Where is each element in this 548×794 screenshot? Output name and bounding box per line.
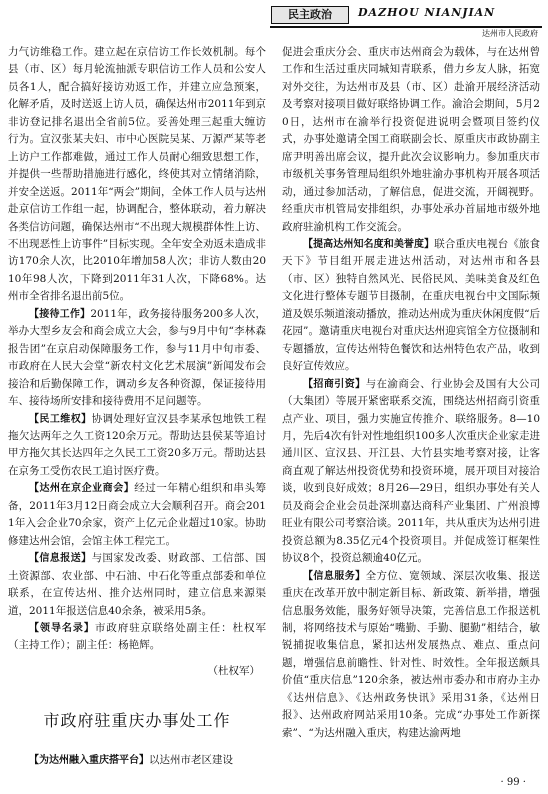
section-keyword: 【信息报送】 <box>29 553 92 565</box>
yearbook-title: DAZHOU NIANJIAN <box>358 6 496 19</box>
paragraph <box>282 236 540 376</box>
section-keyword: 【接待工作】 <box>29 308 91 320</box>
right-column <box>282 44 540 742</box>
section-keyword: 【为达州融入重庆搭平台】 <box>29 754 149 766</box>
article-title: 市政府驻重庆办事处工作 <box>43 711 231 731</box>
section-label: 民主政治 <box>271 6 349 24</box>
section-keyword: 【信息服务】 <box>303 570 366 582</box>
paragraph: 力气访维稳工作。建立起在京信访工作长效机制。每个县（市、区）每月轮流抽派专职信访工作人员和公安人员各1人，配合搞好接访劝返工作，并建立应急预案，化解矛盾，及时送返上访人员，确保达州市2011年到京非访登记排名退出全省前5位。妥善处理三起重大缠访行为。宣汉张某夫妇、市中心医院吴某、万源严某等老上访户工作都难做，通过工作人员耐心细致思想工作，并提供一些帮助措施进行感化，终使其对立情绪消除，并安全送返。2011年“两会”期间，全体工作人员与达州赴京信访工作组一起，协调配合，整体联动，着力解决各类信访问题，确保达州市“不出现大规模群体性上访、不出现恶性上访事件”目标实现。全年安全劝返未造成非访170余人次，比2010年增加58人次；非访人数由2010年98人次，下降到2011年31人次，下降68%。达州市全省排名退出前5位。 <box>8 46 266 303</box>
page-number: · 99 · <box>500 777 526 788</box>
section-keyword: 【领导名录】 <box>29 622 95 634</box>
paragraph <box>8 550 266 620</box>
section-keyword: 【民工维权】 <box>29 413 92 425</box>
section-keyword: 【提高达州知名度和美誉度】 <box>303 238 435 250</box>
paragraph: 促进会重庆分会、重庆市达州商会为载体，与在达州曾工作和生活过重庆同城知青联系，借力乡友人脉，拓宽对外交往，为达州市及县（市、区）赴渝开展经济活动及考察对接项目做好联络协调工作。渝洽会期间，5月20日，达州市在渝举行投资促进说明会暨项目签约仪式，办事处邀请全国工商联副会长、原重庆市政协副主席尹明善出席会议，提升此次会议影响力。参加重庆市市级机关事务管理局组织外地驻渝办事机构开展各项活动，通过参加活动，了解信息，促进交流，开阔视野。经重庆市机管局安排组织，办事处承办首届地市级外地政府驻渝机构工作交流会。 <box>282 46 540 233</box>
paragraph-text: 与在渝商会、行业协会及国有大公司（大集团）等展开紧密联系交流，围绕达州招商引资重点产业、项目，强力实施宣传推介、联络服务。8—10月，先后4次有针对性地组织100多人次重庆企业家走进通川区、宣汉县、开江县、大竹县实地考察对接，让客商直观了解达州投资优势和投资环境，展开项目对接洽谈，收到良好成效；8月26—29日，组织办事处有关人员及商会企业会员赴深圳嘉达商科产业集团、广州浪博旺业有限公司考察洽谈。2011年，共从重庆为达州引进投资总额为8.35亿元4个投资项目。并促成签订框架性协议8个，投资总额逾40亿元。 <box>282 377 541 565</box>
paragraph-text: 2011年，政务接待服务200多人次，举办大型乡友会和商会成立大会，参与9月中旬“李林森报告团”在京启动保障服务工作，参与11月中旬市委、市政府在人民大会堂“新农村文化艺术展演”新闻发布会接洽和后勤保障工作，调动乡友各种资源，保证接待用车、接待场所安排和接待费用不足问题等。 <box>8 307 267 408</box>
section-keyword: 【达州在京企业商会】 <box>29 483 135 495</box>
paragraph-text: 协调处理好宣汉县李某承包地铁工程拖欠达两年之久工资120余万元。帮助达县侯某等追讨甲方拖欠其长达四年之久民工工资20多万元。帮助达县在京务工受伤农民工追讨医疗费。 <box>8 412 267 477</box>
paragraph-text: 经过一年精心组织和串头筹备，2011年3月12日商会成立大会顺利召开。商会2011年入会企业70余家，资产上亿元企业超过10家。协助修建达州会馆，会馆主体工程完工。 <box>8 482 267 547</box>
publisher-name: 达州市人民政府 <box>482 29 538 38</box>
left-column <box>8 44 266 769</box>
paragraph <box>8 306 266 411</box>
paragraph-text: 与国家发改委、财政部、工信部、国土资源部、农业部、中石油、中石化等重点部委和单位联系，在宣传达州、推介达州同时，建立信息来源渠道，2011年报送信息40余条，被采用5条。 <box>8 552 267 617</box>
section-keyword: 【招商引资】 <box>303 378 366 390</box>
paragraph <box>282 376 540 568</box>
paragraph <box>282 568 540 743</box>
paragraph-text: 市政府驻京联络处副主任：杜权军（主持工作）；副主任：杨艳辉。 <box>8 621 267 652</box>
paragraph <box>8 620 266 655</box>
paragraph-text: 全方位、宽领域、深层次收集、报送重庆在改革开放中制定新目标、新政策、新举措，增强信息服务效能，服务好领导决策，完善信息工作报送机制，将网络技术与原始“嘴勤、手勤、腿勤”相结合，敏锐捕捉收集信息，紧扣达州发展热点、难点、重点问题，增强信息前瞻性、针对性、时效性。全年报送颇具价值“重庆信息”120余条，被达州市委办和市府办主办《达州信息》、《达州政务快讯》采用31条，《达州日报》、达州政府网站采用10条。完成“办事处工作新探索”、“为达州融入重庆，构建达渝两地 <box>282 569 541 739</box>
paragraph-text: 以达州市老区建设 <box>149 753 233 766</box>
paragraph <box>8 752 266 769</box>
paragraph-text: 联合重庆电视台《旅食天下》节目组开展走进达州活动，对达州市和各县（市、区）独特自然风光、民俗民风、美味美食及红色文化进行整体专题节目摄制，在重庆电视台中文国际频道及娱乐频道滚动播放，推动达州成为重庆休闲度假“后花园”。邀请重庆电视台对重庆达州迎宾馆全方位摄制和专题播放，宣传达州特色餐饮和达州特色农产品，收到良好宣传效应。 <box>282 237 541 373</box>
author-credit: （杜权军） <box>207 664 260 677</box>
paragraph <box>8 480 266 550</box>
page-header <box>0 0 548 36</box>
paragraph <box>8 411 266 481</box>
